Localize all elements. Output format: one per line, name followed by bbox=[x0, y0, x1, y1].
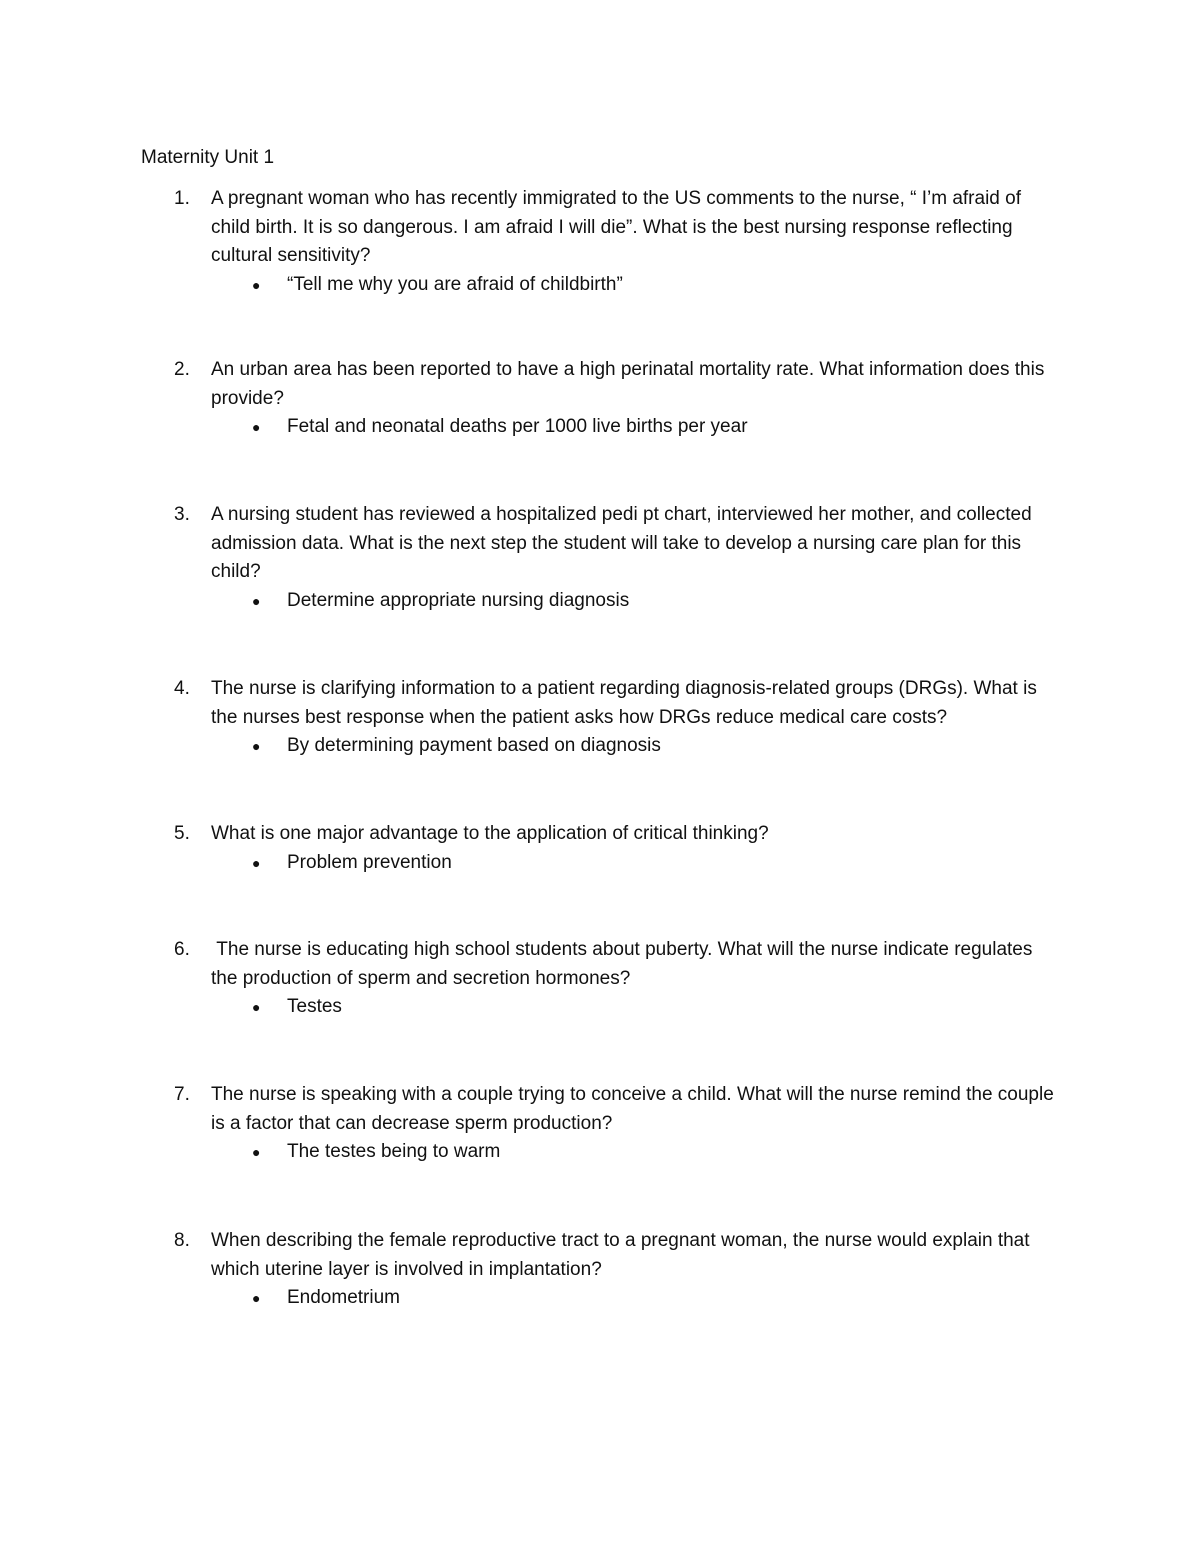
answer-text: Testes bbox=[287, 996, 342, 1017]
question-text: The nurse is educating high school students about puberty. What will the nurse indicate regulates the production of sperm and secretion hormones? bbox=[211, 939, 1038, 989]
bullet-icon: ● bbox=[252, 277, 261, 293]
bullet-icon: ● bbox=[252, 738, 261, 754]
bullet-icon: ● bbox=[252, 419, 261, 435]
bullet-icon: ● bbox=[252, 593, 261, 609]
question-number: 7. bbox=[174, 1084, 190, 1105]
bullet-icon: ● bbox=[252, 1144, 261, 1160]
question-text: What is one major advantage to the application of critical thinking? bbox=[211, 823, 769, 844]
answer-text: The testes being to warm bbox=[287, 1141, 501, 1162]
answer-text: Fetal and neonatal deaths per 1000 live births per year bbox=[287, 416, 748, 437]
answer-text: Endometrium bbox=[287, 1287, 400, 1308]
question-text: A pregnant woman who has recently immigrated to the US comments to the nurse, “ I’m afraid of child birth. It is so dangerous. I am afraid I will die”. What is the best nursing response reflecting cultural sensitivity? bbox=[211, 188, 1021, 266]
answer-text: “Tell me why you are afraid of childbirth” bbox=[287, 274, 623, 295]
question-text: The nurse is speaking with a couple trying to conceive a child. What will the nurse remind the couple is a factor that can decrease sperm production? bbox=[211, 1084, 1054, 1134]
answer-text: Determine appropriate nursing diagnosis bbox=[287, 590, 630, 611]
question-text: When describing the female reproductive tract to a pregnant woman, the nurse would explain that which uterine layer is involved in implantation? bbox=[211, 1230, 1030, 1280]
document-title: Maternity Unit 1 bbox=[141, 147, 275, 168]
bullet-icon: ● bbox=[252, 999, 261, 1015]
question-number: 4. bbox=[174, 678, 190, 699]
answer-text: Problem prevention bbox=[287, 852, 452, 873]
question-number: 8. bbox=[174, 1230, 190, 1251]
question-number: 5. bbox=[174, 823, 190, 844]
question-number: 6. bbox=[174, 939, 190, 960]
question-number: 1. bbox=[174, 188, 190, 209]
question-text: The nurse is clarifying information to a patient regarding diagnosis-related groups (DRGs). What is the nurses best response when the patient asks how DRGs reduce medical care costs? bbox=[211, 678, 1037, 728]
bullet-icon: ● bbox=[252, 855, 261, 871]
answer-text: By determining payment based on diagnosis bbox=[287, 735, 661, 756]
question-number: 2. bbox=[174, 359, 190, 380]
bullet-icon: ● bbox=[252, 1290, 261, 1306]
question-text: A nursing student has reviewed a hospitalized pedi pt chart, interviewed her mother, and collected admission data. What is the next step the student will take to develop a nursing care plan for this child? bbox=[211, 504, 1032, 582]
question-text: An urban area has been reported to have a high perinatal mortality rate. What information does this provide? bbox=[211, 359, 1045, 409]
question-number: 3. bbox=[174, 504, 190, 525]
